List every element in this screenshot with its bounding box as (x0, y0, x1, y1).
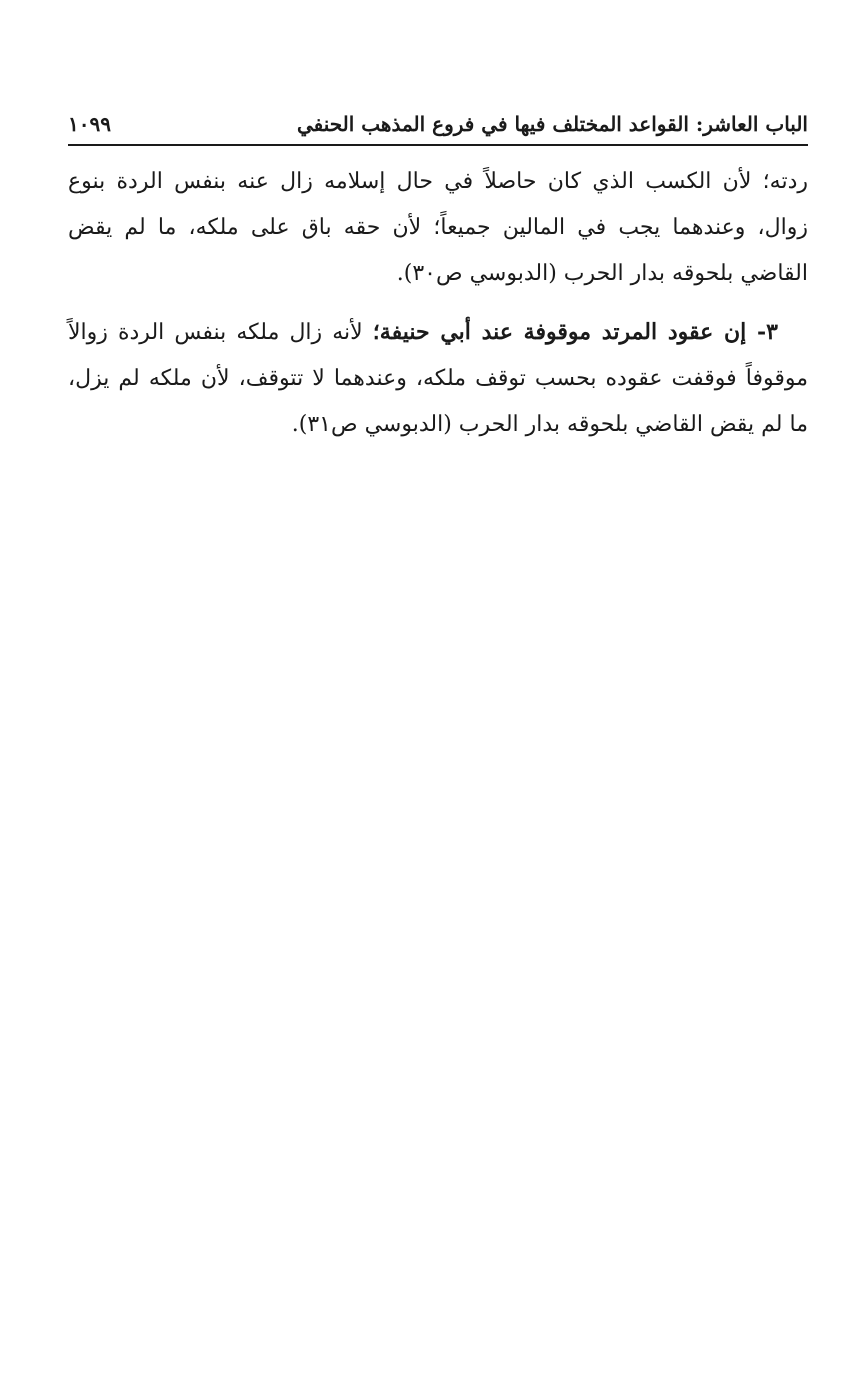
paragraph-2-text: لأنه زال ملكه بنفس الردة زوالاً موقوفاً فوقفت عقوده بحسب توقف ملكه، وعندهما لا تتوقف، لأن ملكه لم يزل، ما لم يقض القاضي بلحوقه بدار الحرب (الدبوسي ص٣١). (68, 320, 808, 437)
paragraph-1-text: ردته؛ لأن الكسب الذي كان حاصلاً في حال إسلامه زال عنه بنفس الردة بنوع زوال، وعندهما يجب في المالين جميعاً؛ لأن حقه باق على ملكه، ما لم يقض القاضي بلحوقه بدار الحرب (الدبوسي ص٣٠). (68, 169, 808, 286)
paragraph-2 (68, 309, 808, 448)
header-divider (68, 144, 808, 146)
paragraph-1 (68, 158, 808, 297)
page-number: ١٠٩٩ (68, 112, 111, 136)
chapter-title: الباب العاشر: القواعد المختلف فيها في فروع المذهب الحنفي (296, 112, 808, 136)
body-text (68, 158, 808, 448)
paragraph-2-lead: ٣- إن عقود المرتد موقوفة عند أبي حنيفة؛ (372, 319, 778, 345)
running-header (68, 108, 808, 140)
